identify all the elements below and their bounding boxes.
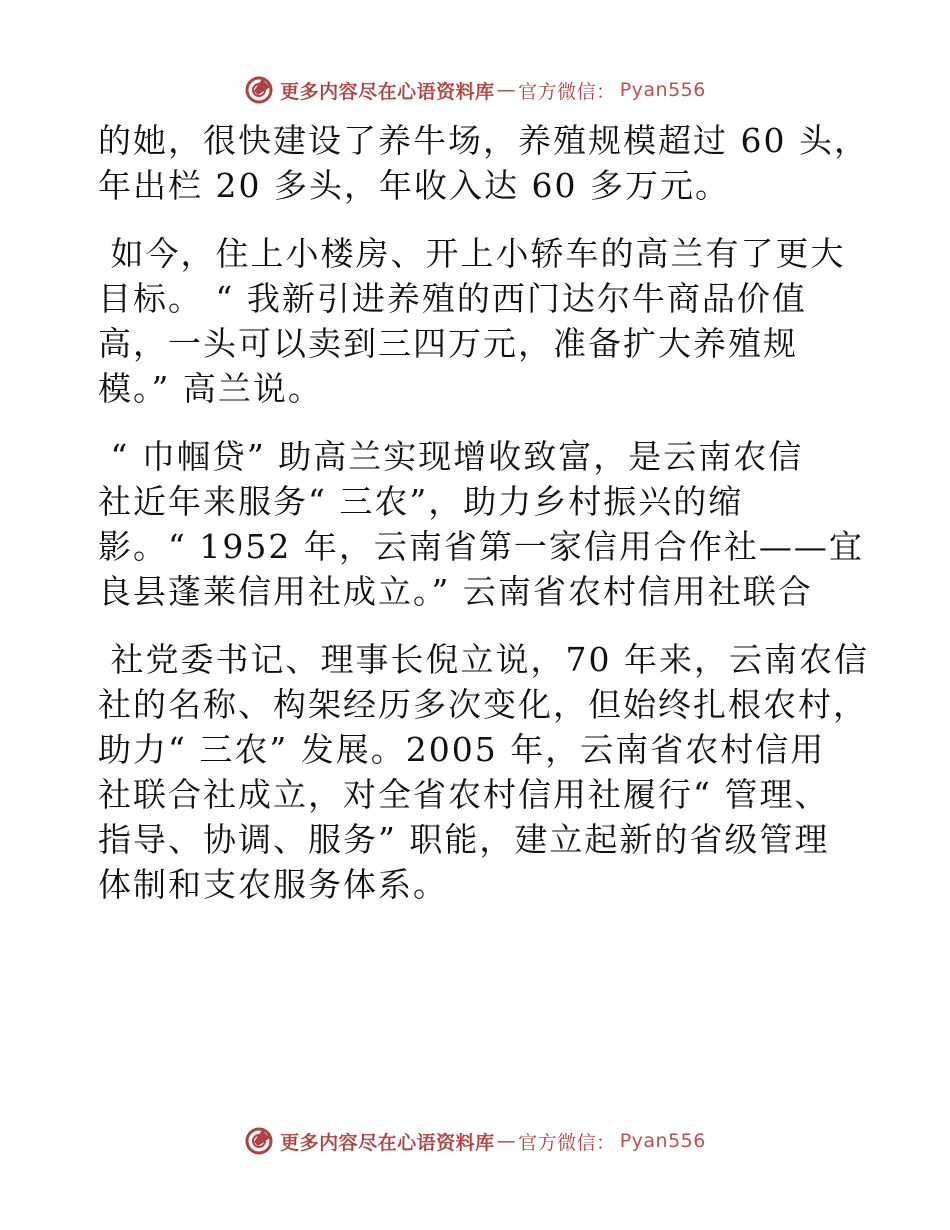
header-banner (0, 70, 950, 110)
text-line: 社党委书记、理事长倪立说，70 年来，云南农信 (98, 640, 869, 679)
banner-dash: — (496, 79, 517, 101)
banner-account: Pyan556 (619, 79, 706, 101)
paragraph (98, 118, 869, 208)
text-line: 助力“ 三农” 发展。2005 年，云南省农村信用 (98, 730, 826, 769)
paragraph (98, 231, 858, 411)
text-line: 体制和支农服务体系。 (98, 865, 448, 904)
paragraph (98, 637, 869, 907)
banner-main-text: 更多内容尽在心语资料库 (280, 1131, 495, 1154)
text-line: 高，一头可以卖到三四万元，准备扩大养殖规 (98, 324, 798, 363)
text-line: 社近年来服务“ 三农”，助力乡村振兴的缩 (98, 482, 744, 521)
footer-banner (0, 1121, 950, 1161)
text-line: 良县蓬莱信用社成立。” 云南省农村信用社联合 (98, 572, 813, 611)
logo-icon (244, 75, 274, 105)
text-line: 年出栏 20 多头，年收入达 60 多万元。 (98, 166, 730, 205)
text-line: 如今，住上小楼房、开上小轿车的高兰有了更大 (98, 234, 846, 273)
banner-dash: — (496, 1130, 517, 1152)
logo-icon (244, 1126, 274, 1156)
text-line: 社的名称、构架经历多次变化，但始终扎根农村， (98, 685, 868, 724)
paragraph (98, 434, 864, 614)
banner-wechat-label: 官方微信： (518, 80, 616, 103)
text-line: 的她，很快建设了养牛场，养殖规模超过 60 头， (98, 121, 869, 160)
text-line: 影。“ 1952 年，云南省第一家信用合作社——宜 (98, 527, 864, 566)
text-line: 模。” 高兰说。 (98, 369, 323, 408)
banner-account: Pyan556 (619, 1130, 706, 1152)
text-line: 社联合社成立，对全省农村信用社履行“ 管理、 (98, 775, 830, 814)
text-line: 指导、协调、服务” 职能，建立起新的省级管理 (98, 820, 830, 859)
text-line: “ 巾帼贷” 助高兰实现增收致富，是云南农信 (98, 437, 804, 476)
banner-wechat-label: 官方微信： (518, 1131, 616, 1154)
document-body (98, 118, 869, 907)
text-line: 目标。 “ 我新引进养殖的西门达尔牛商品价值 (98, 279, 807, 318)
banner-main-text: 更多内容尽在心语资料库 (280, 80, 495, 103)
